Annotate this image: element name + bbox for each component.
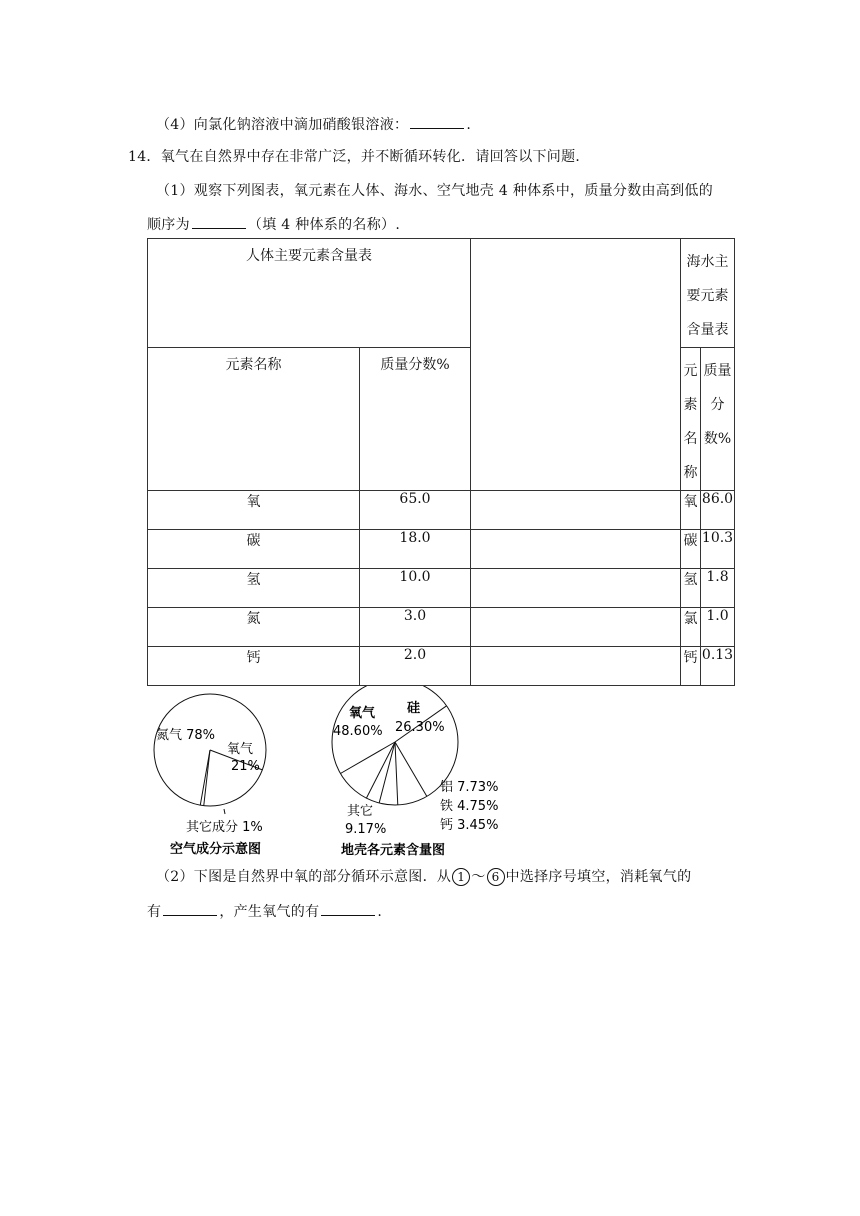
air-label-oxygen-value: 21%: [231, 759, 260, 774]
empty-middle-cell: [471, 608, 681, 647]
empty-middle-cell: [471, 647, 681, 686]
human-mass-value: 10.0: [360, 569, 471, 608]
table-row: [148, 569, 735, 608]
part1-suffix: （填 4 种体系的名称）.: [247, 217, 401, 233]
part1-prefix: 顺序为: [147, 217, 190, 233]
empty-middle-cell: [471, 239, 681, 491]
human-element-name: 碳: [148, 530, 360, 569]
crust-label-other-name: 其它: [347, 804, 374, 819]
table-row: [148, 647, 735, 686]
human-element-name: 氮: [148, 608, 360, 647]
crust-label-other-value: 9.17%: [345, 822, 387, 837]
empty-middle-cell: [471, 569, 681, 608]
human-mass-value: 18.0: [360, 530, 471, 569]
crust-label-silicon-value: 26.30%: [395, 720, 445, 735]
sea-element-name: 碳: [681, 530, 701, 569]
air-label-other: 其它成分 1%: [186, 820, 263, 835]
q4-text: （4）向氯化钠溶液中滴加硝酸银溶液：: [156, 117, 409, 133]
air-composition-pie: [140, 690, 280, 865]
table-row: [148, 608, 735, 647]
crust-label-oxygen-value: 48.60%: [333, 724, 383, 739]
q14-part2-line2: [147, 901, 382, 921]
sea-mass-value: 1.0: [701, 608, 735, 647]
air-label-oxygen-name: 氧气: [227, 742, 254, 757]
human-element-name: 钙: [148, 647, 360, 686]
empty-middle-cell: [471, 530, 681, 569]
crust-chart-title: 地壳各元素含量图: [341, 843, 446, 858]
human-element-name: 氢: [148, 569, 360, 608]
sea-mass-value: 1.8: [701, 569, 735, 608]
q14-part1-line2: [147, 214, 400, 234]
element-content-table: [147, 238, 735, 686]
table-row: [148, 530, 735, 569]
air-chart-title: 空气成分示意图: [170, 842, 262, 857]
human-col-mass: 质量分数%: [360, 348, 471, 491]
human-mass-value: 2.0: [360, 647, 471, 686]
table-row: [148, 491, 735, 530]
air-other-leader: [224, 809, 225, 814]
crust-label-calcium: 钙 3.45%: [440, 818, 499, 833]
crust-label-oxygen-name: 氧气: [349, 706, 376, 721]
crust-label-iron: 铁 4.75%: [440, 799, 499, 814]
q4-line: [156, 114, 471, 134]
human-mass-value: 65.0: [360, 491, 471, 530]
sea-mass-value: 86.0: [701, 491, 735, 530]
human-col-name: 元素名称: [148, 348, 360, 491]
sea-element-name: 氯: [681, 608, 701, 647]
answer-blank-produce[interactable]: [321, 903, 375, 916]
answer-blank[interactable]: [410, 116, 464, 129]
sea-element-name: 氢: [681, 569, 701, 608]
crust-element-pie: [325, 686, 525, 866]
human-table-title: 人体主要元素含量表: [148, 239, 471, 348]
air-label-nitrogen: 氮气 78%: [156, 728, 216, 743]
sea-col-name: 元素名称: [681, 348, 701, 491]
tilde: ～: [471, 869, 486, 885]
answer-blank-order[interactable]: [192, 216, 246, 229]
answer-blank-consume[interactable]: [163, 903, 217, 916]
human-element-name: 氧: [148, 491, 360, 530]
q14-part1-line1: （1）观察下列图表，氧元素在人体、海水、空气地壳 4 种体系中，质量分数由高到低的: [156, 183, 714, 199]
empty-middle-cell: [471, 491, 681, 530]
crust-label-silicon-name: 硅: [407, 701, 421, 716]
question-14-stem: 14．氧气在自然界中存在非常广泛，并不断循环转化．请回答以下问题．: [128, 149, 590, 165]
part2-line2-end: .: [377, 904, 383, 920]
sea-table-title: 海水主要元素含量表: [681, 239, 735, 348]
human-mass-value: 3.0: [360, 608, 471, 647]
sea-mass-value: 10.3: [701, 530, 735, 569]
sea-element-name: 氧: [681, 491, 701, 530]
circled-number-6: 6: [487, 868, 505, 886]
sea-element-name: 钙: [681, 647, 701, 686]
q4-end: .: [466, 117, 472, 133]
crust-label-aluminum: 铝 7.73%: [440, 780, 499, 795]
circled-number-1: 1: [452, 868, 470, 886]
sea-col-mass: 质量分数%: [701, 348, 735, 491]
q14-part2-line1: [156, 866, 691, 886]
part2-line2-mid: ，产生氧气的有: [219, 904, 320, 920]
sea-mass-value: 0.13: [701, 647, 735, 686]
part2-prefix: （2）下图是自然界中氧的部分循环示意图．从: [156, 869, 452, 885]
part2-line2-prefix: 有: [147, 904, 162, 920]
part2-suffix: 中选择序号填空，消耗氧气的: [505, 869, 692, 885]
